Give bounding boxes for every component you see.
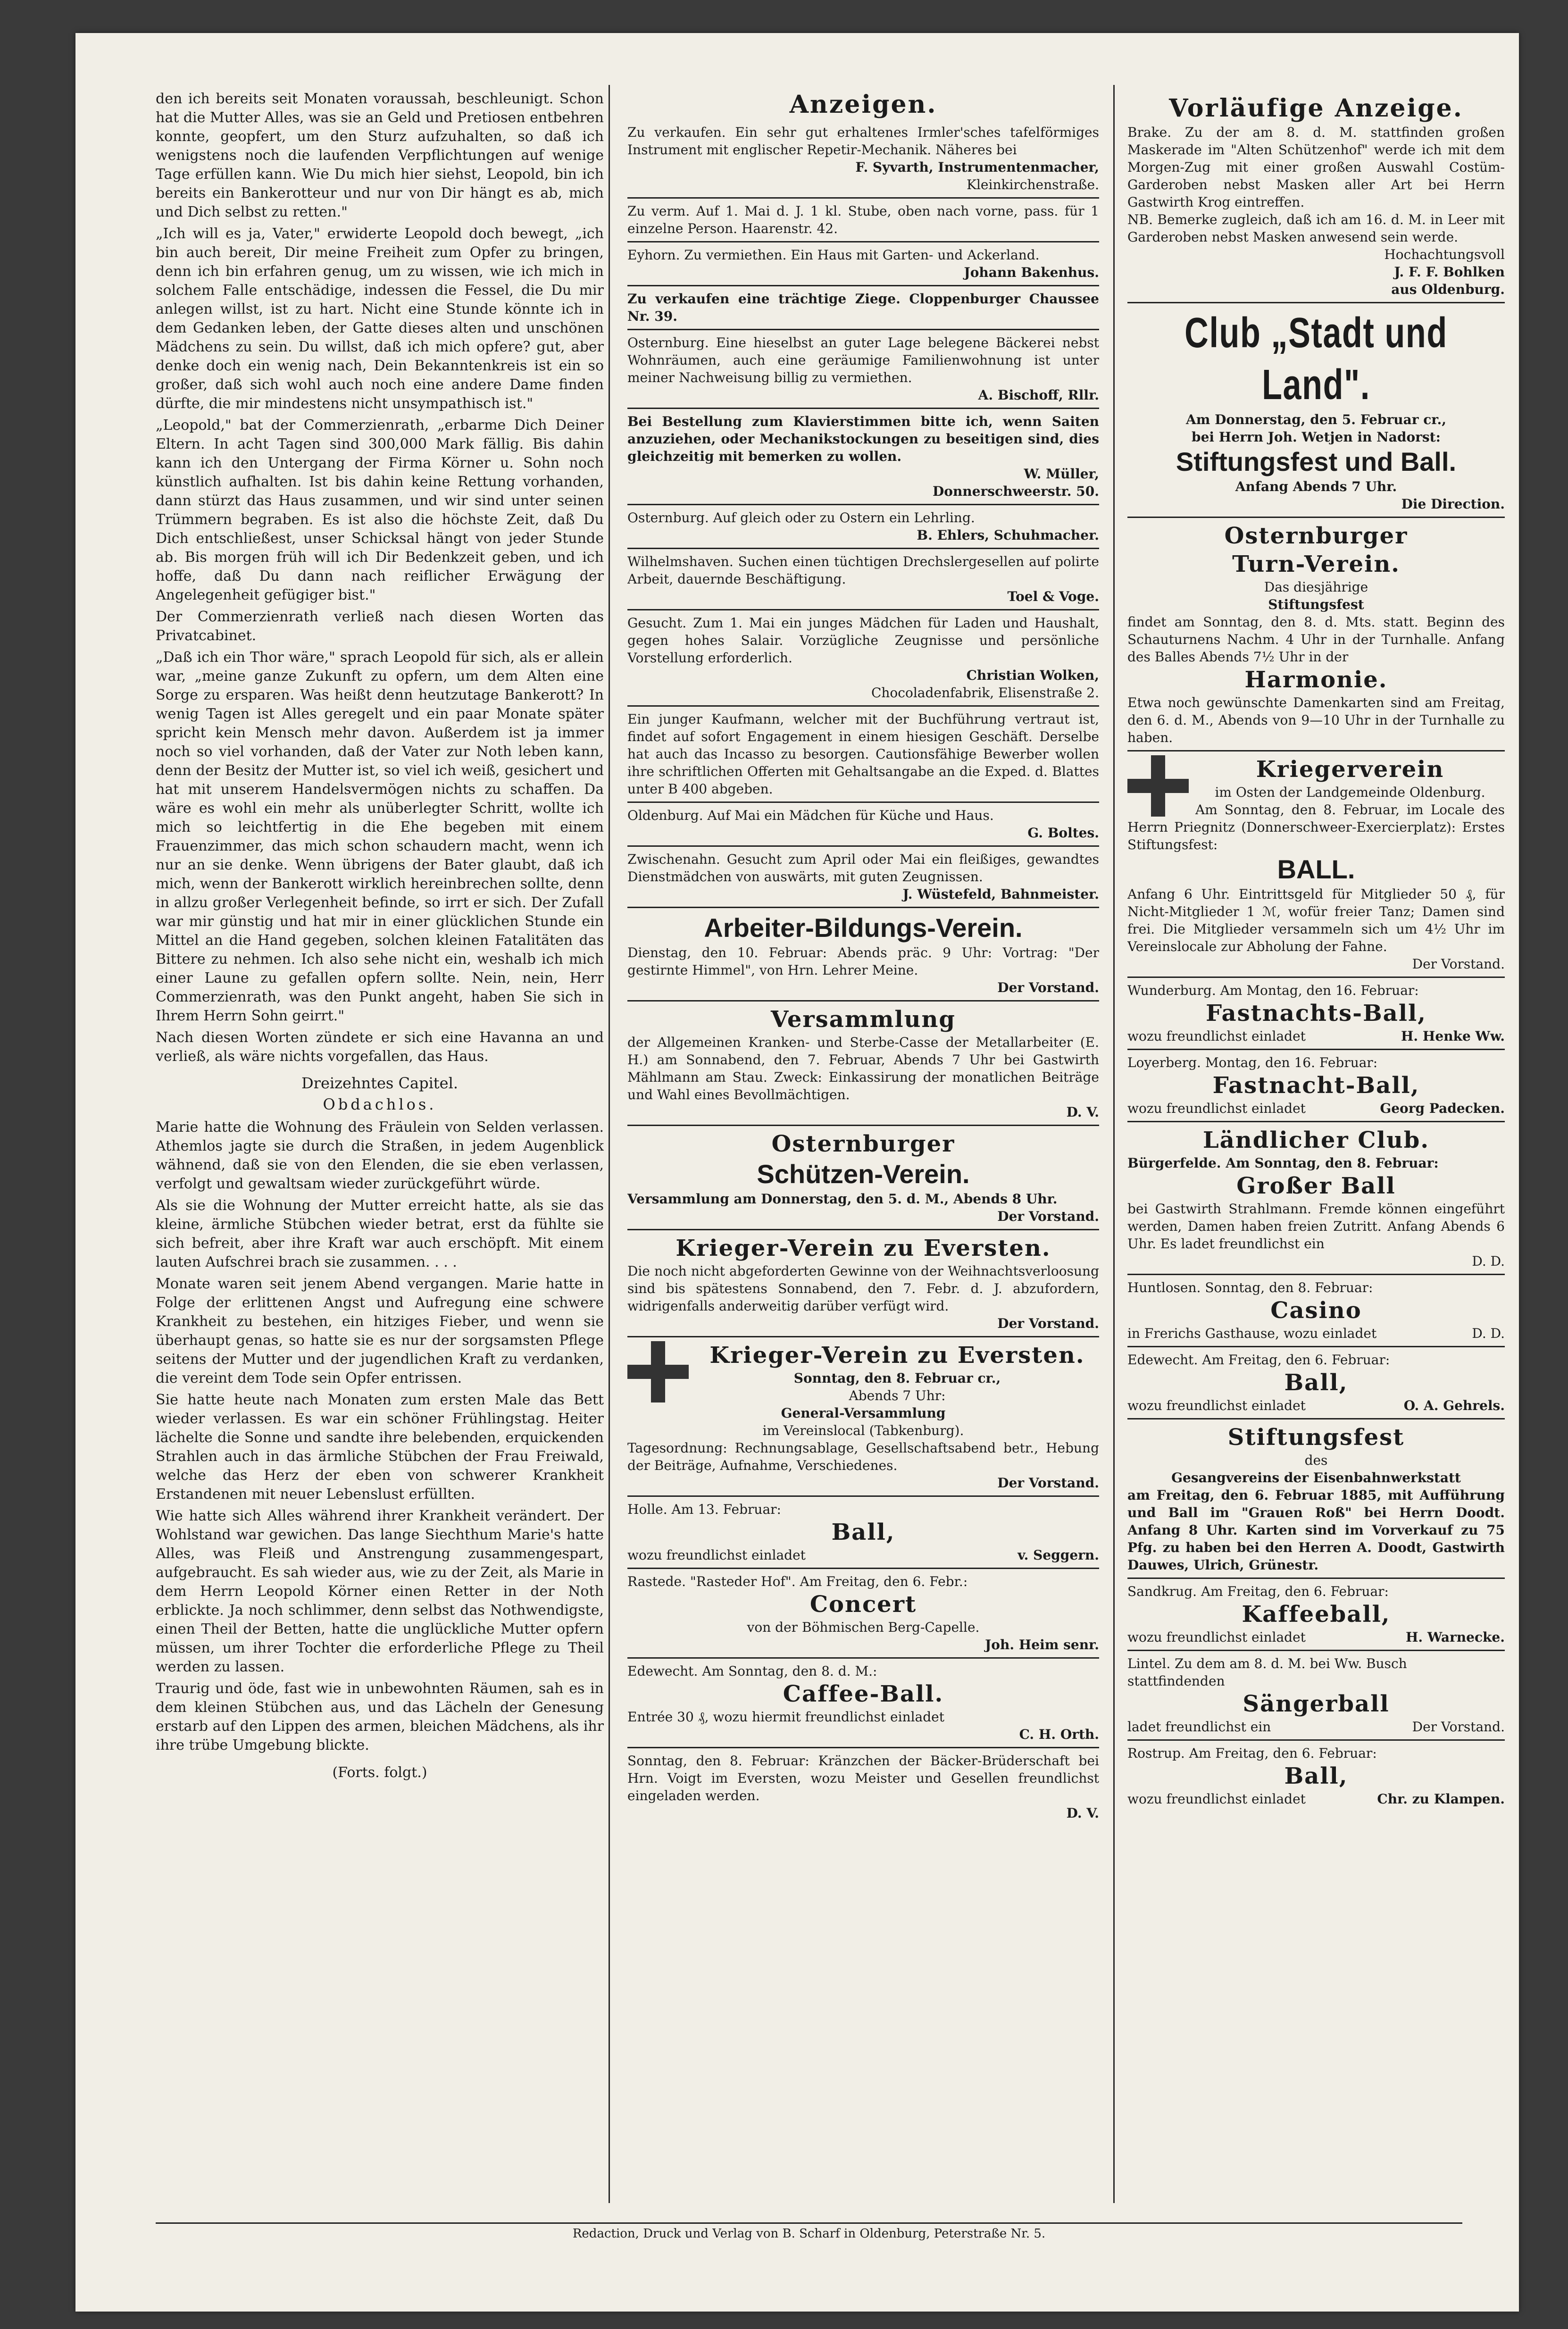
ad-line: Am Donnerstag, den 5. Februar cr., [1186, 412, 1446, 427]
ad-text: Dienstag, den 10. Februar: Abends präc. 9 Uhr: Vortrag: "Der gestirnte Himmel", von Hrn. Lehrer Meine. [627, 945, 1099, 978]
ad-text: NB. Bemerke zugleich, daß ich am 16. d. M. in Leer mit Garderoben nebst Masken anwesend sein werde. [1127, 212, 1505, 245]
ad-schuetzen-verein [627, 1126, 1099, 1230]
ad-text: der Allgemeinen Kranken- und Sterbe-Casse der Metallarbeiter (E. H.) am Sonnabend, den 7. Februar, Abends 7 Uhr bei Gastwirth Mählmann am Stau. Zweck: Einkassirung der monatlichen Beiträge und Wahl eines Bevollmächtigen. [627, 1035, 1099, 1102]
ad-signature: W. Müller, [1024, 466, 1099, 482]
ad-text: wozu freundlichst einladet [1127, 1028, 1306, 1044]
ad-line: Edewecht. Am Sonntag, den 8. d. M.: [627, 1663, 877, 1679]
story-column [156, 90, 604, 2208]
iron-cross-icon [627, 1341, 689, 1402]
ad-text: findet am Sonntag, den 8. d. Mts. statt. Beginn des Schauturnens Nachm. 4 Uhr in der Turnhalle. Anfang des Balles Abends 7½ Uhr in der [1127, 614, 1505, 665]
ad-signature: Die Direction. [1401, 496, 1505, 512]
ad-text: Osternburg. Auf gleich oder zu Ostern ein Lehrling. [627, 510, 975, 526]
ad-heading: Sängerball [1243, 1691, 1390, 1717]
ad-vorlaeufige-anzeige [1127, 90, 1505, 303]
ad-line: Rostrup. Am Freitag, den 6. Februar: [1127, 1745, 1377, 1761]
ad-holle [627, 1497, 1099, 1569]
ad-heading: Ball, [1284, 1763, 1348, 1789]
ad-heading: Casino [1270, 1297, 1362, 1324]
ad-line: Wunderburg. Am Montag, den 16. Februar: [1127, 983, 1419, 998]
ad-line: Bürgerfelde. Am Sonntag, den 8. Februar: [1127, 1155, 1439, 1171]
ad-ziege [627, 286, 1099, 330]
newspaper-page [75, 33, 1519, 2312]
ad-line: im Osten der Landgemeinde Oldenburg. [1215, 785, 1485, 800]
ad-text: Die noch nicht abgeforderten Gewinne von der Weihnachtsverloosung sind bis spätestens Sonnabend, den 7. Febr. d. J. abzufordern, widrigenfalls anderweitig darüber verfügt wird. [627, 1263, 1099, 1314]
ad-heading: Versammlung [771, 1006, 956, 1033]
ad-heading: Kriegerverein [1256, 756, 1444, 783]
ad-maedchen [627, 610, 1099, 707]
ad-signature-line: Kleinkirchenstraße. [967, 177, 1099, 192]
ad-text: Ein junger Kaufmann, welcher mit der Buchführung vertraut ist, findet auf sofort Engagement in einem hiesigen Geschäft. Derselbe hat auch das Incasso zu besorgen. Cautionsfähige Bewerber wollen ihre schriftlichen Offerten mit Gehaltsangabe an die Exped. d. Blattes unter B 400 abgeben. [627, 711, 1099, 797]
ad-signature: Der Vorstand. [1412, 1719, 1505, 1735]
ad-versammlung [627, 1002, 1099, 1126]
ad-line: des [1304, 1452, 1328, 1468]
ad-signature-line: aus Oldenburg. [1391, 282, 1505, 297]
ad-text: Osternburg. Eine hieselbst an guter Lage belegene Bäckerei nebst Wohnräumen, auch eine geräumige Familienwohnung ist unter meiner Nachweisung billig zu vermiethen. [627, 335, 1099, 385]
story-paragraph: „Daß ich ein Thor wäre," sprach Leopold für sich, als er allein war, „meine ganze Zukunft zu opfern, um dem Alten eine Sorge zu ersparen. Was heißt denn heutzutage Bankerott? In wenig Tagen ist Alles geregelt und ein paar Monate später spricht kein Mensch mehr davon. Außerdem ist ja immer noch so viel vorhanden, daß der Vater zur Noth leben kann, denn der Besitz der Mutter ist, so viel ich weiß, gesichert und hat mit unserem Handelsvermögen nichts zu schaffen. Da wäre es wohl ein mehr als unüberlegter Schritt, wollte ich mich so leichtfertig in die Ehe begeben mit einem Frauenzimmer, das mich schon schaudern macht, wenn ich nur an sie denke. Wenn übrigens der Bater glaubt, daß ich mich, wenn der Bankerott wirklich hereinbrechen sollte, denn in allzu großer Verlegenheit befinde, so irrt er sich. Der Zufall war mir günstig und hat mir in einer glücklichen Stunde ein Mittel an die Hand gegeben, solchen kleinen Fatalitäten das Bittere zu nehmen. Ich also sehe nicht ein, weshalb ich mich einer Laune zu gefallen opfern sollte. Nein, nein, Herr Commerzienrath, was den Punkt angeht, haben Sie sich in Ihrem Herrn Sohn geirrt." [156, 649, 604, 1024]
ad-drechsler [627, 549, 1099, 610]
story-paragraph: den ich bereits seit Monaten voraussah, beschleunigt. Schon hat die Mutter Alles, was sie an Geld und Pretiosen entbehren konnte, geopfert, um den Sturz aufzuhalten, so daß ich wenigstens noch die laufenden Verpflichtungen auf wenige Tage erfüllen kann. Wie Du mich hier siehst, Leopold, bin ich bereits ein Bankerotteur und nur von Dir hängt es ab, mich und Dich selbst zu retten." [156, 91, 604, 220]
ad-arbeiter-bildungs-verein [627, 908, 1099, 1002]
ad-text: Oldenburg. Auf Mai ein Mädchen für Küche und Haus. [627, 808, 994, 823]
ad-text: Zu verkaufen eine trächtige Ziege. Cloppenburger Chaussee Nr. 39. [627, 291, 1099, 324]
story-paragraph: „Ich will es ja, Vater," erwiderte Leopold doch bewegt, „ich bin auch bereit, Dir meine Freiheit zum Opfer zu bringen, denn ich bin erfahren genug, um zu wissen, wie ich mich in solchem Falle entschädige, indessen die Fessel, die Du mir anlegen willst, ist zu hart. Nicht eine Stunde könnte ich in dem Gedanken leben, der Gatte dieses alten und unschönen Mädchens zu sein. Du willst, daß ich mich opfere? gut, aber denke doch ein wenig nach, Dein Bekanntenkreis ist ein so großer, daß sich wohl auch noch eine andere Dame finden dürfte, die mir mindestens nicht unsympathisch ist." [156, 225, 604, 412]
ad-text: Eyhorn. Zu vermiethen. Ein Haus mit Garten- und Ackerland. [627, 247, 1040, 263]
ad-heading: Turn-Verein. [1232, 551, 1400, 577]
ad-signature: Chr. zu Klampen. [1377, 1791, 1505, 1807]
ad-signature: Der Vorstand. [997, 980, 1099, 995]
ad-text: Anfang 6 Uhr. Eintrittsgeld für Mitglieder 50 ₰, für Nicht-Mitglieder 1 ℳ, wofür freier Tanz; Damen sind frei. Die Mitglieder versammeln sich um 4½ Uhr im Vereinslocale zur Abholung der Fahne. [1127, 886, 1505, 954]
ad-text: wozu freundlichst einladet [627, 1547, 806, 1563]
ad-heading: Caffee-Ball. [783, 1681, 944, 1707]
ad-line: Abends 7 Uhr: [849, 1388, 946, 1403]
ad-signature: H. Warnecke. [1405, 1629, 1505, 1645]
ad-wunderburg [1127, 978, 1505, 1050]
ad-line: Edewecht. Am Freitag, den 6. Februar: [1127, 1352, 1390, 1368]
ad-signature-line: Chocoladenfabrik, Elisenstraße 2. [871, 685, 1099, 701]
ad-klavier [627, 409, 1099, 505]
ad-signature: Johann Bakenhus. [964, 265, 1099, 280]
ad-signature: H. Henke Ww. [1401, 1028, 1505, 1044]
ad-line: im Vereinslocal (Tabkenburg). [762, 1423, 964, 1438]
ad-text: Sonntag, den 8. Februar: Kränzchen der Bäcker-Brüderschaft bei Hrn. Voigt im Eversten, wozu Meister und Gesellen freundlichst eingeladen werden. [627, 1753, 1099, 1803]
ad-laendlicher-club [1127, 1122, 1505, 1275]
ad-stube [627, 199, 1099, 242]
ad-signature: B. Ehlers, Schuhmacher. [917, 527, 1099, 543]
ad-baeckerei [627, 330, 1099, 409]
ad-signature: D. D. [1472, 1326, 1505, 1341]
ad-text: Am Sonntag, den 8. Februar, im Locale des Herrn Priegnitz (Donnerschweer-Exercierplatz): Erstes Stiftungsfest: [1127, 802, 1505, 852]
chapter-heading: Dreizehntes Capitel. [301, 1074, 458, 1092]
story-paragraph: Nach diesen Worten zündete er sich eine Havanna an und verließ, als wäre nichts vorgefallen, das Haus. [156, 1029, 604, 1065]
ad-heading: Gesangvereins der Eisenbahnwerkstatt [1171, 1470, 1461, 1486]
ad-signature: Der Vorstand. [997, 1316, 1099, 1331]
ad-signature: D. D. [1472, 1253, 1505, 1269]
ad-heading: Fastnachts-Ball, [1206, 1000, 1426, 1027]
ads-column [627, 90, 1099, 2208]
story-paragraph: „Leopold," bat der Commerzienrath, „erbarme Dich Deiner Eltern. In acht Tagen sind 300,000 Mark fällig. Bis dahin kann ich den Untergang der Firma Körner u. Sohn noch künstlich aufhalten. Ist bis dahin keine Rettung vorhanden, dann stürzt das Haus zusammen, und wir sind unter seinen Trümmern begraben. Es ist also die höchste Zeit, daß Du Dich entschließest, unser Schicksal hängt von jeder Stunde ab. Bis morgen früh will ich Dir Bedenkzeit geben, und ich hoffe, daß Du dann nach reiflicher Erwägung der Angelegenheit gefügiger bist." [156, 417, 604, 603]
ad-signature: C. H. Orth. [1019, 1727, 1099, 1742]
ad-signature: J. F. F. Bohlken [1394, 264, 1505, 280]
ad-line: Lintel. Zu dem am 8. d. M. bei Ww. Busch stattfindenden [1127, 1656, 1407, 1689]
story-paragraph: Traurig und öde, fast wie in unbewohnten Räumen, sah es in dem kleinen Stübchen aus, und das Lächeln der Genesung erstarb auf den Lippen des armen, bleichen Mädchens, als ihr ihre trübe Umgebung blickte. [156, 1680, 604, 1753]
ad-text: am Freitag, den 6. Februar 1885, mit Aufführung und Ball im "Grauen Roß" bei Herrn Doodt. Anfang 8 Uhr. Karten sind im Vorverkauf zu 75 Pfg. zu haben bei den Herren A. Doodt, Gastwirth Dauwes, Ulrich, Grünestr. [1127, 1487, 1505, 1573]
ad-lintel [1127, 1651, 1505, 1741]
ad-line: Das diesjährige [1264, 579, 1368, 595]
ad-heading: Osternburger [771, 1131, 955, 1157]
ad-heading: Concert [809, 1591, 917, 1618]
ad-krieger-verein-general [627, 1337, 1099, 1497]
ad-text: in Frerichs Gasthause, wozu einladet [1127, 1326, 1377, 1341]
ad-heading: Stiftungsfest [1227, 1424, 1405, 1451]
ad-heading: Ländlicher Club. [1202, 1127, 1430, 1153]
events-column [1127, 90, 1505, 2208]
ad-heading: Harmonie. [1244, 667, 1388, 693]
ad-signature: D. V. [1066, 1805, 1099, 1821]
ad-text: wozu freundlichst einladet [1127, 1791, 1306, 1807]
ad-heading: Club „Stadt und Land". [1184, 309, 1448, 409]
ad-loyerberg [1127, 1050, 1505, 1122]
ad-heading: Ball, [1284, 1369, 1348, 1396]
ad-eyhorn [627, 242, 1099, 286]
ad-zwischenahn [627, 847, 1099, 908]
ad-edewecht [627, 1659, 1099, 1748]
story-paragraph: Der Commerzienrath verließ nach diesen Worten das Privatcabinet. [156, 609, 604, 644]
ad-text: Zu verkaufen. Ein sehr gut erhaltenes Irmler'sches tafelförmiges Instrument mit englischer Repetir-Mechanik. Näheres bei [627, 125, 1099, 158]
iron-cross-icon [1127, 755, 1189, 817]
ad-club-stadt-und-land [1127, 303, 1505, 518]
ad-heading: Vorläufige Anzeige. [1169, 94, 1463, 123]
ad-text: Zwischenahn. Gesucht zum April oder Mai ein fleißiges, gewandtes Dienstmädchen von auswärts, mit guten Zeugnissen. [627, 851, 1099, 885]
ad-text: Wilhelmshaven. Suchen einen tüchtigen Drechslergesellen auf polirte Arbeit, dauernde Beschäftigung. [627, 554, 1099, 587]
ad-heading: Kaffeeball, [1242, 1601, 1391, 1628]
ad-turn-verein [1127, 518, 1505, 751]
ad-heading: Krieger-Verein zu Eversten. [709, 1342, 1085, 1369]
ad-heading: Ball, [831, 1519, 895, 1545]
ad-signature: Der Vorstand. [1412, 956, 1505, 972]
anzeigen-header: Anzeigen. [789, 90, 937, 119]
ad-edewecht-ball [1127, 1347, 1505, 1419]
column-rule [1113, 85, 1115, 2203]
story-paragraph: Als sie die Wohnung der Mutter erreicht hatte, als sie das kleine, ärmliche Stübchen wieder betrat, erst da fühlte sie sich befreit, aber ihre Kraft war auch erschöpft. Mit einem lauten Aufschrei brach sie zusammen. . . . [156, 1197, 604, 1270]
ad-line: bei Herrn Joh. Wetjen in Nadorst: [1192, 429, 1441, 445]
ad-text: Tagesordnung: Rechnungsablage, Gesellschaftsabend betr., Hebung der Beiträge, Aufnahme, Verschiedenes. [627, 1440, 1099, 1473]
ad-krieger-verein-eversten [627, 1230, 1099, 1337]
ad-text: Entrée 30 ₰, wozu hiermit freundlichst einladet [627, 1709, 944, 1725]
ad-line: Anfang Abends 7 Uhr. [1235, 479, 1397, 494]
ad-text: Bei Bestellung zum Klavierstimmen bitte ich, wenn Saiten anzuziehen, oder Mechanikstockungen zu beseitigen sind, dies gleichzeitig mit bemerken zu wollen. [627, 414, 1099, 464]
story-paragraph: Marie hatte die Wohnung des Fräulein von Selden verlassen. Athemlos jagte sie durch die Straßen, in jedem Augenblick wähnend, daß sie von den Elenden, die sie eben verlassen, verfolgt und gewaltsam wieder zurückgeführt würde. [156, 1119, 604, 1192]
ad-heading: BALL. [1277, 854, 1355, 884]
ad-heading: Schützen-Verein. [757, 1159, 970, 1189]
ad-baecker [627, 1748, 1099, 1826]
ad-kaufmann [627, 707, 1099, 803]
ad-rastede [627, 1569, 1099, 1659]
ad-line: Huntlosen. Sonntag, den 8. Februar: [1127, 1280, 1373, 1295]
ad-text: wozu freundlichst einladet [1127, 1101, 1306, 1116]
ad-instrument [627, 120, 1099, 199]
ad-lehrling [627, 505, 1099, 549]
ad-heading: Arbeiter-Bildungs-Verein. [704, 913, 1023, 943]
ad-stiftungsfest-gesangverein [1127, 1419, 1505, 1579]
ad-line: Sandkrug. Am Freitag, den 6. Februar: [1127, 1584, 1389, 1599]
ad-signature: Christian Wolken, [966, 668, 1099, 683]
ad-text: von der Böhmischen Berg-Capelle. [747, 1619, 980, 1635]
story-paragraph: Monate waren seit jenem Abend vergangen. Marie hatte in Folge der erlittenen Angst und Aufregung eine schwere Krankheit zu bestehen, ein hitziges Fieber, und wenn sie überhaupt genas, so hatte sie es nur der sorgsamsten Pflege seitens der Mutter und der jugendlichen Kraft zu verdanken, die vereint dem Tode sein Opfer entrissen. [156, 1276, 604, 1386]
continuation-note: (Forts. folgt.) [332, 1764, 427, 1781]
ad-line: General-Versammlung [781, 1405, 946, 1421]
ad-rostrup [1127, 1741, 1505, 1811]
story-paragraph: Sie hatte heute nach Monaten zum ersten Male das Bett wieder verlassen. Es war ein schöner Frühlingstag. Heiter lächelte die Sonne und sandte ihre belebenden, erquickenden Strahlen auch in das ärmliche Stübchen der Frau Freiwald, welche das Herz der eben von schwerer Krankheit Erstandenen mit neuer Lebenslust erfüllten. [156, 1392, 604, 1503]
ad-heading: Osternburger [1224, 523, 1408, 549]
column-rule [609, 85, 610, 2203]
ad-kriegerverein [1127, 751, 1505, 978]
ad-line: Rastede. "Rasteder Hof". Am Freitag, den 6. Febr.: [627, 1574, 968, 1589]
imprint-footer: Redaction, Druck und Verlag von B. Scharf in Oldenburg, Peterstraße Nr. 5. [156, 2222, 1462, 2241]
ad-signature: Joh. Heim senr. [985, 1637, 1099, 1653]
ad-signature: Georg Padecken. [1380, 1101, 1505, 1116]
ad-text: wozu freundlichst einladet [1127, 1629, 1306, 1645]
ad-line: Stiftungsfest [1268, 597, 1364, 612]
ad-signature: v. Seggern. [1018, 1547, 1099, 1563]
ad-text: ladet freundlichst ein [1127, 1719, 1271, 1735]
chapter-title: Obdachlos. [323, 1095, 437, 1113]
ad-line: Sonntag, den 8. Februar cr., [793, 1370, 1001, 1386]
ad-text: bei Gastwirth Strahlmann. Fremde können eingeführt werden, Damen haben freien Zutritt. Anfang Abends 6 Uhr. Es ladet freundlichst ein [1127, 1201, 1505, 1252]
ad-signature: Der Vorstand. [997, 1209, 1099, 1224]
ad-text: wozu freundlichst einladet [1127, 1398, 1306, 1413]
ad-signature-line: Donnerschweerstr. 50. [933, 484, 1099, 499]
ad-text: Etwa noch gewünschte Damenkarten sind am Freitag, den 6. d. M., Abends von 9—10 Uhr in der Turnhalle zu haben. [1127, 695, 1505, 745]
ad-text: Brake. Zu der am 8. d. M. stattfinden großen Maskerade im "Alten Schützenhof" werde ich mit dem Morgen-Zug mit einer großen Auswahl Costüm-Garderoben nebst Masken aller Art bei Herrn Gastwirth Krog eintreffen. [1127, 125, 1505, 210]
ad-oldenburg-maedchen [627, 803, 1099, 847]
ad-heading: Krieger-Verein zu Eversten. [676, 1235, 1051, 1261]
ad-heading: Fastnacht-Ball, [1212, 1072, 1420, 1099]
ad-signature: F. Syvarth, Instrumentenmacher, [855, 159, 1099, 175]
ad-heading: Stiftungsfest und Ball. [1176, 447, 1457, 476]
story-paragraph: Wie hatte sich Alles während ihrer Krankheit verändert. Der Wohlstand war gewichen. Das lange Siechthum Marie's hatte Alles, was Fleiß und Anstrengung zusammengespart, aufgebraucht. Es sah wieder aus, wie zu der Zeit, als Marie in dem Herrn Leopold Körner einen Retter in der Noth erblickte. Ja noch schlimmer, denn selbst das Nothwendigste, einen Theil der Betten, hatte die unglückliche Mutter opfern müssen, um ihrer Tochter die erforderliche Pflege zu Theil werden zu lassen. [156, 1508, 604, 1675]
ad-signature: G. Boltes. [1027, 825, 1099, 841]
ad-signature: Toel & Voge. [1007, 589, 1099, 604]
ad-line: Holle. Am 13. Februar: [627, 1502, 781, 1517]
ad-heading: Großer Ball [1236, 1173, 1396, 1199]
ad-signature: J. Wüstefeld, Bahnmeister. [902, 886, 1099, 902]
ad-signature: O. A. Gehrels. [1403, 1398, 1505, 1413]
ad-huntlosen [1127, 1275, 1505, 1347]
ad-line: Hochachtungsvoll [1384, 247, 1505, 262]
ad-text: Gesucht. Zum 1. Mai ein junges Mädchen für Laden und Haushalt, gegen hohes Salair. Vorzügliche Zeugnisse und persönliche Vorstellung erforderlich. [627, 615, 1099, 666]
ad-text: Zu verm. Auf 1. Mai d. J. 1 kl. Stube, oben nach vorne, pass. für 1 einzelne Person. Haarenstr. 42. [627, 203, 1099, 236]
ad-signature: Der Vorstand. [997, 1475, 1099, 1491]
ad-sandkrug [1127, 1579, 1505, 1651]
ad-signature: D. V. [1066, 1104, 1099, 1120]
ad-text: Versammlung am Donnerstag, den 5. d. M., Abends 8 Uhr. [627, 1191, 1058, 1207]
ad-signature: A. Bischoff, Rllr. [978, 387, 1099, 403]
ad-line: Loyerberg. Montag, den 16. Februar: [1127, 1055, 1378, 1070]
